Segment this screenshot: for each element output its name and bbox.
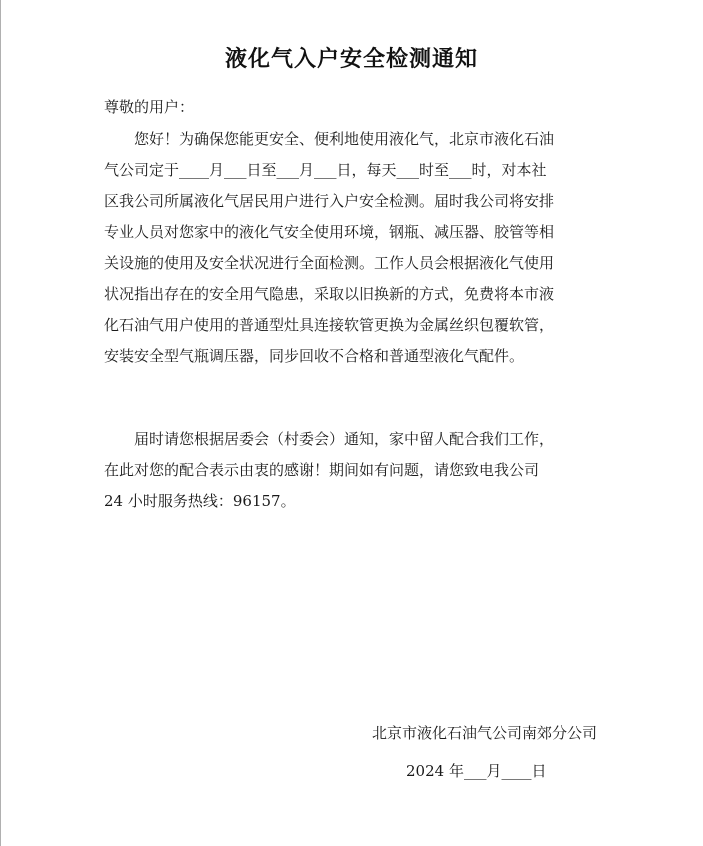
notice-paragraph-1 [104,124,604,372]
paragraph-line: 状况指出存在的安全用气隐患，采取以旧换新的方式，免费将本市液 [104,285,555,303]
salutation: 尊敬的用户： [104,98,195,116]
paragraph-line: 24 小时服务热线：96157。 [104,492,296,510]
paragraph-line: 在此对您的配合表示由衷的感谢！期间如有问题，请您致电我公司 [104,461,540,479]
signer-company: 北京市液化石油气公司南郊分公司 [371,724,597,742]
paragraph-line: 化石油气用户使用的普通型灶具连接软管更换为金属丝织包覆软管， [104,316,555,334]
page-left-border [0,0,1,846]
paragraph-line: 届时请您根据居委会（村委会）通知，家中留人配合我们工作， [134,430,555,448]
paragraph-line: 气公司定于____月___日至___月___日，每天___时至___时，对本社 [104,161,547,179]
paragraph-line: 您好！为确保您能更安全、便利地使用液化气，北京市液化石油 [134,130,555,148]
notice-paragraph-2 [104,424,604,517]
paragraph-line: 关设施的使用及安全状况进行全面检测。工作人员会根据液化气使用 [104,254,555,272]
paragraph-line: 安装安全型气瓶调压器，同步回收不合格和普通型液化气配件。 [104,347,525,365]
notice-title: 液化气入户安全检测通知 [224,47,478,72]
paragraph-line: 专业人员对您家中的液化气安全使用环境，钢瓶、减压器、胶管等相 [104,223,555,241]
paragraph-line: 区我公司所属液化气居民用户进行入户安全检测。届时我公司将安排 [104,192,555,210]
signature-date: 2024 年___月____日 [406,762,547,780]
